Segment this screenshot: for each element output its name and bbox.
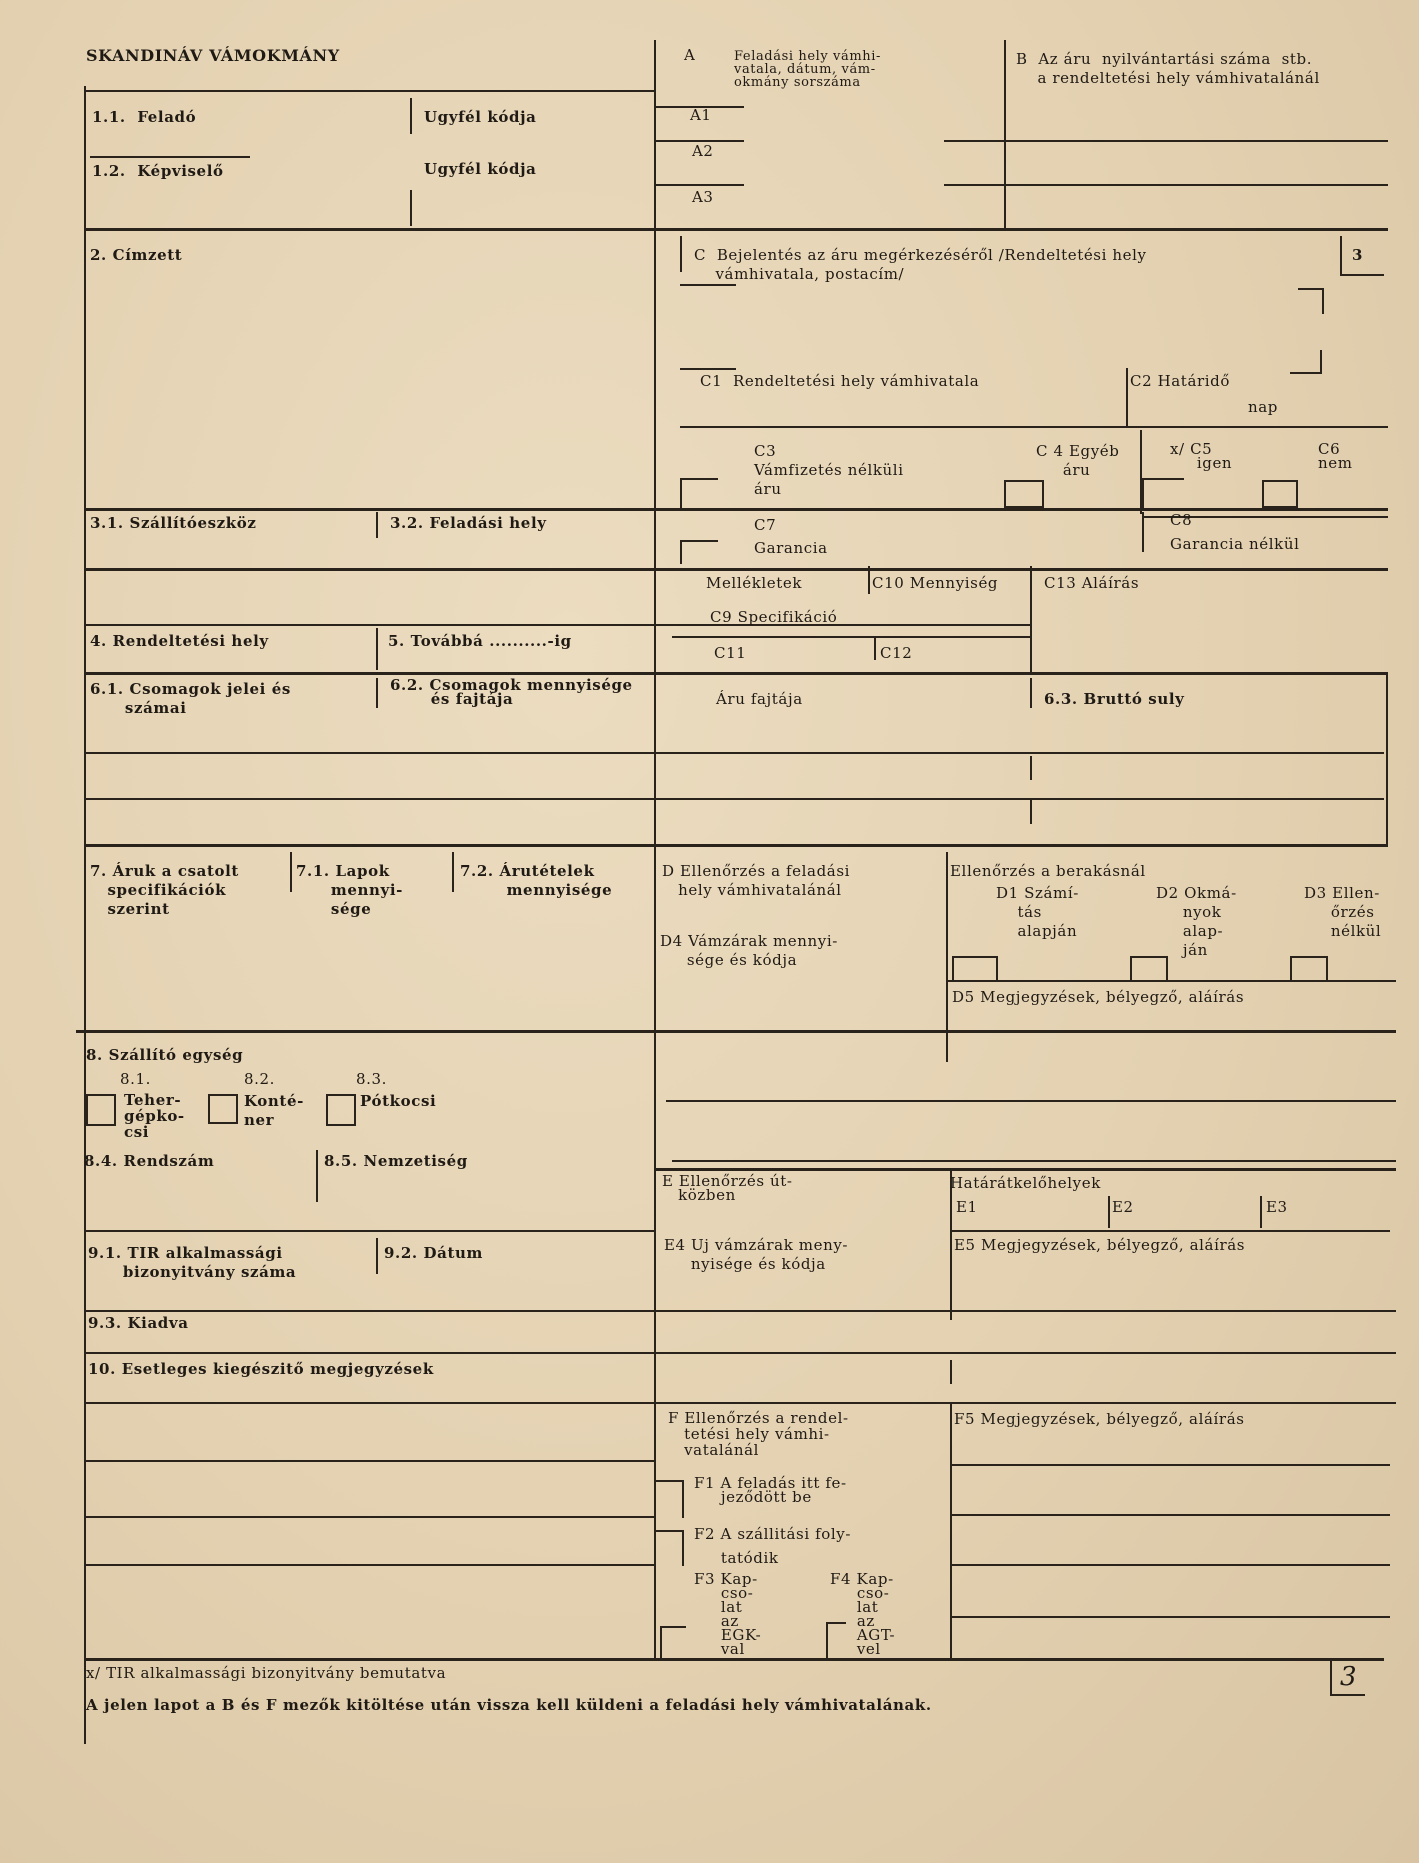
tir-certificate-label: 9.1. TIR alkalmassági bizonyitvány száma — [88, 1244, 297, 1281]
truck-label: Teher- gépko- csi — [124, 1091, 185, 1141]
c-arrival-notice-label: C Bejelentés az áru megérkezéséről /Rendeltetési hely vámhivatala, postacím/ — [694, 246, 1147, 283]
c5-label: x/ C5 igen — [1170, 440, 1233, 472]
loading-control-label: Ellenőrzés a berakásnál — [950, 862, 1146, 880]
f5-label: F5 Megjegyzések, bélyegző, aláírás — [954, 1410, 1245, 1428]
f8-2-number: 8.2. — [244, 1070, 276, 1088]
d3-label: D3 Ellen- őrzés nélkül — [1304, 884, 1382, 940]
sender-label: 1.1. Feladó — [92, 108, 197, 126]
a3-label: A3 — [692, 188, 714, 206]
d5-label: D5 Megjegyzések, bélyegző, aláírás — [952, 988, 1245, 1006]
c2-unit: nap — [1248, 398, 1279, 416]
e4-label: E4 Uj vámzárak meny- nyisége és kódja — [664, 1236, 849, 1273]
c2-label: C2 Határidő — [1130, 372, 1230, 390]
page-mark: 3 — [1330, 1660, 1365, 1696]
c10-label: C10 Mennyiség — [872, 574, 999, 592]
goods-type-label: Áru fajtája — [716, 690, 803, 708]
f8-1-number: 8.1. — [120, 1070, 152, 1088]
nationality-label: 8.5. Nemzetiség — [324, 1152, 468, 1170]
d-departure-control-label: D Ellenőrzés a feladási hely vámhivatalánál — [662, 862, 851, 899]
issued-label: 9.3. Kiadva — [88, 1314, 189, 1332]
c1-label: C1 Rendeltetési hely vámhivatala — [700, 372, 980, 390]
attachments-label: Mellékletek — [706, 574, 803, 592]
client-code-label-2: Ugyfél kódja — [424, 160, 537, 178]
c6-checkbox[interactable] — [1262, 480, 1298, 508]
representative-label: 1.2. Képviselő — [92, 162, 224, 180]
f2-label: F2 A szállitási foly- tatódik — [694, 1525, 852, 1567]
additional-notes-label: 10. Esetleges kiegészitő megjegyzések — [88, 1360, 434, 1378]
onward-label: 5. Továbbá ..........-ig — [388, 632, 572, 650]
box-b-label: B Az áru nyilvántartási száma stb. a rendeltetési hely vámhivatalánál — [1016, 50, 1320, 87]
form-title: SKANDINÁV VÁMOKMÁNY — [86, 46, 340, 65]
box-a-letter: A — [684, 46, 696, 64]
container-label: Konté- ner — [244, 1092, 304, 1129]
goods-by-specification-label: 7. Áruk a csatolt specifikációk szerint — [90, 862, 239, 918]
c7-label: C7 Garancia — [754, 516, 828, 557]
transport-unit-label: 8. Szállító egység — [86, 1046, 244, 1064]
container-checkbox[interactable] — [208, 1094, 238, 1124]
e5-label: E5 Megjegyzések, bélyegző, aláírás — [954, 1236, 1246, 1254]
client-code-label-1: Ugyfél kódja — [424, 108, 537, 126]
gross-weight-label: 6.3. Bruttó suly — [1044, 690, 1185, 708]
f8-3-number: 8.3. — [356, 1070, 388, 1088]
package-marks-label: 6.1. Csomagok jelei és számai — [90, 680, 291, 717]
package-quantity-label: 6.2. Csomagok mennyisége és fajtája — [390, 676, 633, 708]
d1-checkbox[interactable] — [952, 956, 998, 982]
f3-label: F3 Kap- cso- lat az EGK- val — [694, 1570, 762, 1658]
c11-label: C11 — [714, 644, 747, 662]
vehicle-label: 3.1. Szállítóeszköz — [90, 514, 257, 532]
departure-place-label: 3.2. Feladási hely — [390, 514, 547, 532]
tir-footnote: x/ TIR alkalmassági bizonyitvány bemutatva — [86, 1664, 447, 1682]
copy-number: 3 — [1352, 246, 1364, 264]
date-label: 9.2. Dátum — [384, 1244, 483, 1262]
d3-checkbox[interactable] — [1290, 956, 1328, 982]
c12-label: C12 — [880, 644, 913, 662]
c8-label: C8 Garancia nélkül — [1170, 511, 1300, 553]
destination-label: 4. Rendeltetési hely — [90, 632, 269, 650]
item-count-label: 7.2. Árutételek mennyisége — [460, 862, 613, 899]
c4-label: C 4 Egyéb áru — [1036, 442, 1120, 479]
truck-checkbox[interactable] — [86, 1094, 116, 1126]
box-a-label: Feladási hely vámhi- vatala, dátum, vám- okmány sorszáma — [734, 49, 881, 90]
e2-label: E2 — [1112, 1198, 1134, 1216]
e1-label: E1 — [956, 1198, 978, 1216]
d2-label: D2 Okmá- nyok alap- ján — [1156, 884, 1237, 959]
plate-number-label: 8.4. Rendszám — [84, 1152, 215, 1170]
sheet-count-label: 7.1. Lapok mennyi- sége — [296, 862, 403, 918]
e-transit-control-label: E Ellenőrzés út- közben — [662, 1172, 793, 1204]
c6-label: C6 nem — [1318, 440, 1353, 472]
a1-label: A1 — [690, 106, 712, 124]
trailer-label: Pótkocsi — [360, 1092, 437, 1110]
e3-label: E3 — [1266, 1198, 1288, 1216]
consignee-label: 2. Címzett — [90, 246, 183, 264]
d4-label: D4 Vámzárak mennyi- sége és kódja — [660, 932, 838, 969]
f-destination-control-label: F Ellenőrzés a rendel- tetési hely vámhi- vatalánál — [668, 1409, 849, 1459]
return-instruction: A jelen lapot a B és F mezők kitöltése után vissza kell küldeni a feladási hely vámhivatalának. — [86, 1696, 932, 1714]
c9-label: C9 Specifikáció — [710, 608, 838, 626]
d1-label: D1 Számí- tás alapján — [996, 884, 1079, 940]
c4-checkbox[interactable] — [1004, 480, 1044, 508]
crossings-label: Határátkelőhelyek — [950, 1174, 1101, 1192]
c13-label: C13 Aláírás — [1044, 574, 1140, 592]
f4-label: F4 Kap- cso- lat az AGT- vel — [830, 1570, 896, 1658]
c3-label: C3 Vámfizetés nélküli áru — [754, 442, 904, 498]
f1-label: F1 A feladás itt fe- jeződött be — [694, 1474, 847, 1506]
trailer-checkbox[interactable] — [326, 1094, 356, 1126]
a2-label: A2 — [692, 142, 714, 160]
